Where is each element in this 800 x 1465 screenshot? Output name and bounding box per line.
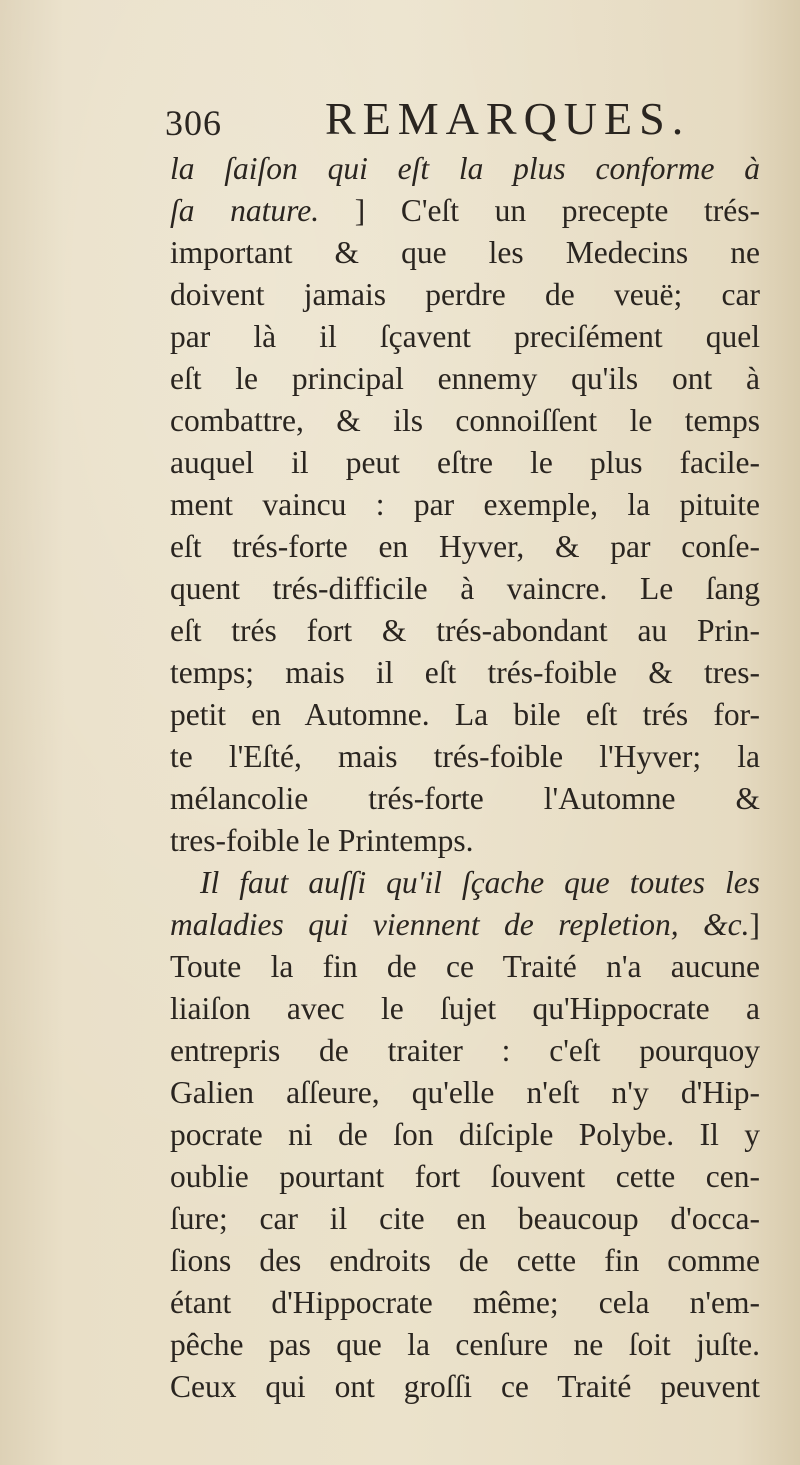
text-line: eſt trés fort & trés-abondant au Prin- — [170, 613, 760, 648]
text-line — [170, 190, 760, 232]
text-line: tres-foible le Printemps. — [170, 823, 474, 858]
text-line: liaiſon avec le ſujet qu'Hippocrate a — [170, 991, 760, 1026]
text-line: Toute la fin de ce Traité n'a aucune — [170, 949, 760, 984]
text-line: doivent jamais perdre de veuë; car — [170, 277, 760, 312]
running-title: REMARQUES. — [325, 93, 691, 144]
text-line: important & que les Medecins ne — [170, 235, 760, 270]
text-line: étant d'Hippocrate même; cela n'em- — [170, 1285, 760, 1320]
text-line: auquel il peut eſtre le plus facile- — [170, 445, 760, 480]
text-line: te l'Eſté, mais trés-foible l'Hyver; la — [170, 739, 760, 774]
text-line — [170, 148, 760, 190]
text-line: entrepris de traiter : c'eſt pourquoy — [170, 1033, 760, 1068]
text-line: petit en Automne. La bile eſt trés for- — [170, 697, 760, 732]
page-number: 306 — [165, 103, 222, 143]
text-line: ment vaincu : par exemple, la pituite — [170, 487, 760, 522]
italic-lemma: la ſaiſon qui eſt la plus conforme à — [170, 151, 760, 186]
text-line: ſure; car il cite en beaucoup d'occa- — [170, 1201, 760, 1236]
italic-lemma: ſa nature. — [170, 193, 320, 228]
text-line — [170, 904, 760, 946]
text-line: eſt trés-forte en Hyver, & par conſe- — [170, 529, 760, 564]
text-line: combattre, & ils connoiſſent le temps — [170, 403, 760, 438]
text-line: temps; mais il eſt trés-foible & tres- — [170, 655, 760, 690]
text-segment: ] C'eſt un precepte trés- — [319, 193, 760, 228]
text-line — [170, 862, 760, 904]
italic-lemma: Il faut auſſi qu'il ſçache que toutes les — [200, 865, 760, 900]
text-line: oublie pourtant fort ſouvent cette cen- — [170, 1159, 760, 1194]
text-segment: ] — [749, 907, 760, 942]
text-line: eſt le principal ennemy qu'ils ont à — [170, 361, 760, 396]
text-line: par là il ſçavent preciſément quel — [170, 319, 760, 354]
text-line: mélancolie trés-forte l'Automne & — [170, 781, 760, 816]
body-text — [170, 148, 760, 1408]
text-line: quent trés-difficile à vaincre. Le ſang — [170, 571, 760, 606]
italic-lemma: maladies qui viennent de repletion, &c. — [170, 907, 750, 942]
text-line: pocrate ni de ſon diſciple Polybe. Il y — [170, 1117, 760, 1152]
text-line: Ceux qui ont groſſi ce Traité peuvent — [170, 1369, 760, 1404]
text-line: ſions des endroits de cette fin comme — [170, 1243, 760, 1278]
text-line: pêche pas que la cenſure ne ſoit juſte. — [170, 1327, 760, 1362]
text-line: Galien aſſeure, qu'elle n'eſt n'y d'Hip- — [170, 1075, 760, 1110]
running-head — [165, 92, 765, 148]
